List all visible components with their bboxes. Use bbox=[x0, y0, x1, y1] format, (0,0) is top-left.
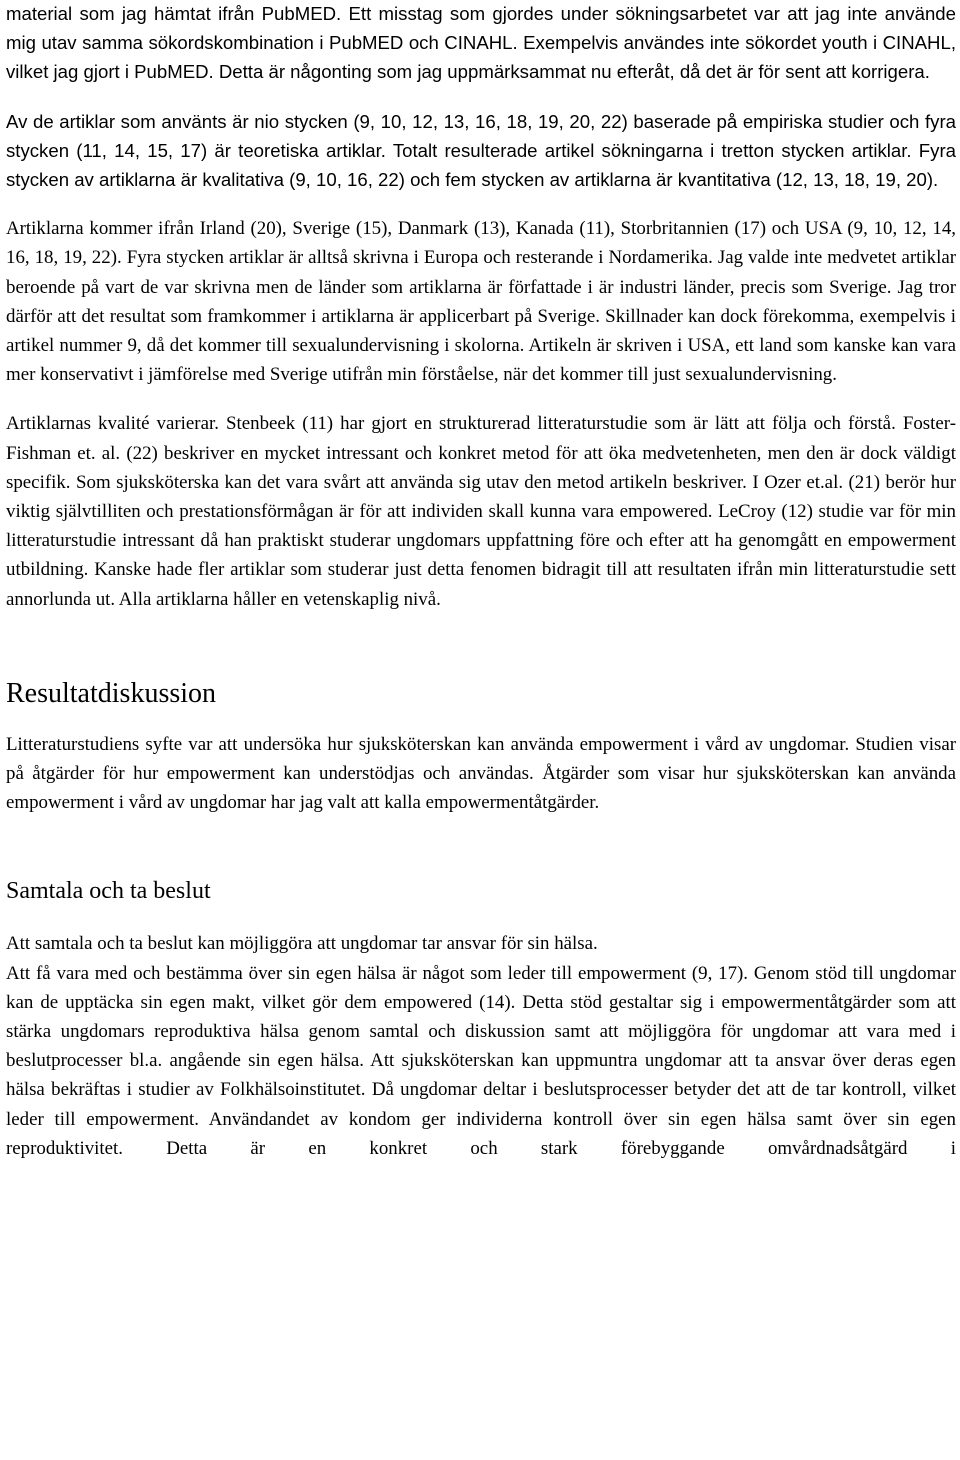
paragraph-samtala-body: Att få vara med och bestämma över sin egen hälsa är något som leder till empowerment (9, 17). Genom stöd till ungdomar kan de upptäcka sin egen makt, vilket gör dem empowered (14). Detta stöd gestaltar sig i empowermentåtgärder som att stärka ungdomars reproduktiva hälsa genom samtal och diskussion samt att möjliggöra för ungdomar att vara med i beslutprocesser bl.a. angående sin egen hälsa. Att sjuksköterskan kan uppmuntra ungdomar att ta ansvar över deras egen hälsa bekräftas i studier av Folkhälsoinstitutet. Då ungdomar deltar i beslutsprocesser betyder det att de tar kontroll, vilket leder till empowerment. Användandet av kondom ger individerna kontroll över sin egen hälsa samt över sin egen reproduktivitet. Detta är en konkret och stark förebyggande omvårdnadsåtgärd i bbox=[6, 962, 956, 1159]
heading-samtala-och-ta-beslut: Samtala och ta beslut bbox=[6, 878, 211, 905]
paragraph-article-quality: Artiklarnas kvalité varierar. Stenbeek (11) har gjort en strukturerad litteraturstudie som är lätt att följa och förstå. Foster-Fishman et. al. (22) beskriver en mycket intressant och konkret metod för att öka medvetenheten, men den är dock väldigt specifik. Som sjuksköterska kan det vara svårt att använda sig utav den metod artikeln beskriver. I Ozer et.al. (21) berör hur viktig självtilliten och prestationsförmågan är för att individen skall kunna vara empowered. LeCroy (12) studie var för min litteraturstudie intressant då han praktiskt studerar ungdomars uppfattning före och efter att ha genomgått en empowerment utbildning. Kanske hade fler artiklar som studerar just detta fenomen bidragit till att resultaten ifrån min litteraturstudie sett annorlunda ut. Alla artiklarna håller en vetenskaplig nivå. bbox=[6, 413, 956, 610]
paragraph-resultatdiskussion: Litteraturstudiens syfte var att undersöka hur sjuksköterskan kan använda empowerment i vård av ungdomar. Studien visar på åtgärder för hur empowerment kan understödjas och användas. Åtgärder som visar hur sjuksköterskan kan använda empowerment i vård av ungdomar har jag valt att kalla empowermentåtgärder. bbox=[6, 733, 956, 814]
paragraph-search-method: material som jag hämtat ifrån PubMED. Ett misstag som gjordes under sökningsarbetet var att jag inte använde mig utav samma sökordskombination i PubMED och CINAHL. Exempelvis användes inte sökordet youth i CINAHL, vilket jag gjort i PubMED. Detta är någonting som jag uppmärksammat nu efteråt, då det är för sent att korrigera. bbox=[6, 3, 956, 83]
paragraph-article-origins: Artiklarna kommer ifrån Irland (20), Sverige (15), Danmark (13), Kanada (11), Storbritannien (17) och USA (9, 10, 12, 14, 16, 18, 19, 22). Fyra stycken artiklar är alltså skrivna i Europa och resterande i Nordamerika. Jag valde inte medvetet artiklar beroende på vart de var skrivna men de länder som artiklarna är författade i är industri länder, precis som Sverige. Jag tror därför att det resultat som framkommer i artiklarna är applicerbart på Sverige. Skillnader kan dock förekomma, exempelvis i artikel nummer 9, då det kommer till sexualundervisning i skolorna. Artikeln är skriven i USA, ett land som kanske kan vara mer konservativt i jämförelse med Sverige utifrån min förståelse, när det kommer till just sexualundervisning. bbox=[6, 218, 956, 386]
paragraph-samtala-intro: Att samtala och ta beslut kan möjliggöra att ungdomar tar ansvar för sin hälsa. bbox=[6, 933, 598, 955]
document-page bbox=[6, 0, 956, 1163]
heading-resultatdiskussion: Resultatdiskussion bbox=[6, 677, 217, 709]
paragraph-article-types: Av de artiklar som använts är nio stycken (9, 10, 12, 13, 16, 18, 19, 20, 22) baserade på empiriska studier och fyra stycken (11, 14, 15, 17) är teoretiska artiklar. Totalt resulterade artikel sökningarna i tretton stycken artiklar. Fyra stycken av artiklarna är kvalitativa (9, 10, 16, 22) och fem stycken av artiklarna är kvantitativa (12, 13, 18, 19, 20). bbox=[6, 110, 956, 191]
